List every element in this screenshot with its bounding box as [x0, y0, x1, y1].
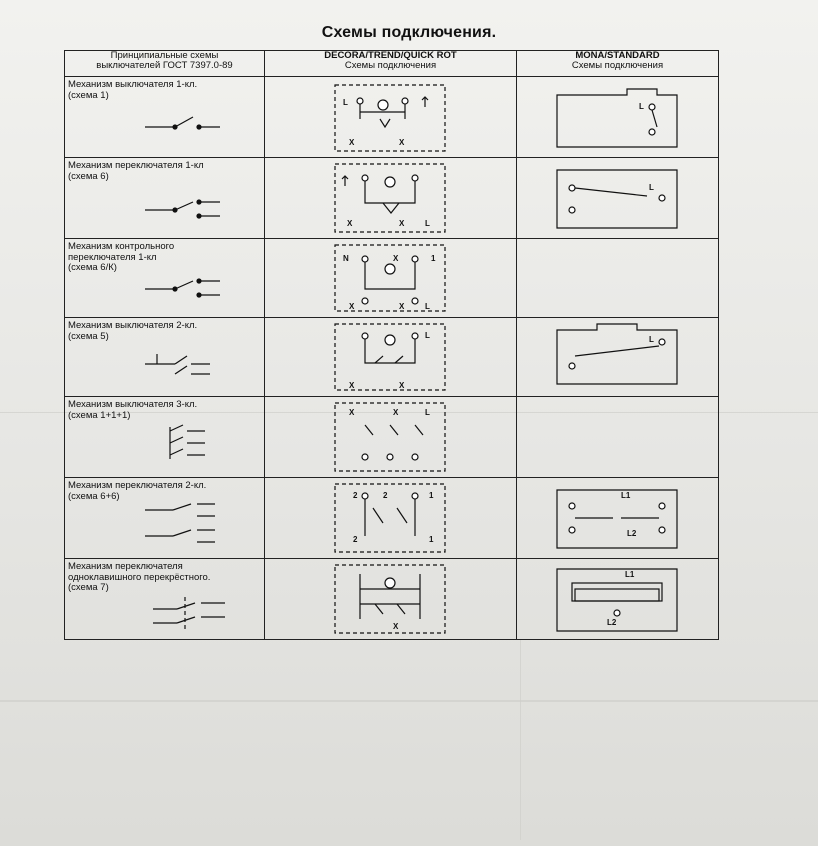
mona-scheme-cell	[517, 478, 719, 559]
svg-text:L: L	[425, 219, 430, 228]
svg-text:L2: L2	[607, 618, 617, 627]
arrow-terminal-icon	[342, 176, 348, 186]
svg-text:1: 1	[429, 491, 434, 500]
row-description: Механизм контрольного переключателя 1-кл (схема 6/К)	[65, 239, 265, 318]
decora-wiring-diagram	[265, 318, 517, 396]
indicator-lamp-icon	[385, 177, 395, 187]
arrow-terminal-icon	[422, 97, 428, 107]
indicator-lamp-icon	[378, 100, 388, 110]
svg-text:L: L	[343, 98, 348, 107]
indicator-lamp-icon	[385, 578, 395, 588]
svg-text:X: X	[393, 254, 399, 263]
table-row	[65, 158, 719, 239]
header-decora: DECORA/TREND/QUICK ROT Схемы подключения	[265, 51, 517, 77]
svg-text:L: L	[649, 183, 654, 192]
mona-wiring-diagram	[517, 318, 719, 396]
row-description: Механизм выключателя 1-кл. (схема 1)	[65, 77, 265, 158]
decora-scheme-cell	[265, 239, 517, 318]
decora-scheme-cell	[265, 318, 517, 397]
table-row	[65, 397, 719, 478]
table-row	[65, 559, 719, 640]
decora-scheme-cell	[265, 397, 517, 478]
row-description: Механизм переключателя 1-кл (схема 6)	[65, 158, 265, 239]
svg-text:X: X	[347, 219, 353, 228]
decora-wiring-diagram	[265, 397, 517, 477]
decora-wiring-diagram	[265, 158, 517, 238]
svg-text:L2: L2	[627, 529, 637, 538]
table-header-row	[65, 51, 719, 77]
mona-scheme-cell	[517, 239, 719, 318]
table-row	[65, 478, 719, 559]
svg-text:L: L	[649, 335, 654, 344]
svg-text:L1: L1	[625, 570, 635, 579]
svg-text:X: X	[399, 138, 405, 147]
decora-scheme-cell	[265, 158, 517, 239]
svg-text:L1: L1	[621, 491, 631, 500]
mona-wiring-diagram	[517, 77, 719, 157]
svg-text:L: L	[425, 408, 430, 417]
header-mona: MONA/STANDARD Схемы подключения	[517, 51, 719, 77]
decora-wiring-diagram	[265, 478, 517, 558]
table-row	[65, 77, 719, 158]
svg-text:2: 2	[353, 491, 358, 500]
svg-text:N: N	[343, 254, 349, 263]
mona-wiring-diagram	[517, 478, 719, 558]
svg-text:X: X	[349, 138, 355, 147]
mona-scheme-cell	[517, 77, 719, 158]
paper-crease	[520, 640, 521, 840]
svg-text:2: 2	[353, 535, 358, 544]
wiring-diagram-table	[64, 50, 719, 640]
svg-text:X: X	[399, 219, 405, 228]
row-description: Механизм переключателя 2-кл. (схема 6+6)	[65, 478, 265, 559]
mona-scheme-cell	[517, 397, 719, 478]
svg-text:X: X	[393, 408, 399, 417]
header-principal-schemes: Принципиальные схемы выключателей ГОСТ 7397.0-89	[65, 51, 265, 77]
svg-text:2: 2	[383, 491, 388, 500]
decora-wiring-diagram	[265, 239, 517, 317]
mona-scheme-cell	[517, 559, 719, 640]
page-title: Схемы подключения.	[321, 24, 497, 41]
svg-text:L: L	[425, 331, 430, 340]
svg-text:X: X	[399, 381, 405, 390]
decora-scheme-cell	[265, 559, 517, 640]
svg-text:L: L	[639, 102, 644, 111]
mona-wiring-diagram	[517, 158, 719, 238]
table-row	[65, 239, 719, 318]
svg-text:1: 1	[431, 254, 436, 263]
table-row	[65, 318, 719, 397]
svg-text:X: X	[393, 622, 399, 631]
decora-wiring-diagram	[265, 77, 517, 157]
svg-text:X: X	[349, 302, 355, 311]
mona-wiring-diagram	[517, 559, 719, 639]
mona-scheme-cell	[517, 158, 719, 239]
decora-scheme-cell	[265, 478, 517, 559]
decora-scheme-cell	[265, 77, 517, 158]
svg-text:L: L	[425, 302, 430, 311]
svg-text:1: 1	[429, 535, 434, 544]
decora-wiring-diagram	[265, 559, 517, 639]
svg-text:X: X	[349, 381, 355, 390]
indicator-lamp-icon	[385, 335, 395, 345]
svg-text:X: X	[399, 302, 405, 311]
indicator-lamp-icon	[385, 264, 395, 274]
row-description: Механизм выключателя 3-кл. (схема 1+1+1)	[65, 397, 265, 478]
row-description: Механизм переключателя одноклавишного перекрёстного. (схема 7)	[65, 559, 265, 640]
paper-crease	[0, 700, 818, 702]
svg-text:X: X	[349, 408, 355, 417]
mona-scheme-cell	[517, 318, 719, 397]
row-description: Механизм выключателя 2-кл. (схема 5)	[65, 318, 265, 397]
